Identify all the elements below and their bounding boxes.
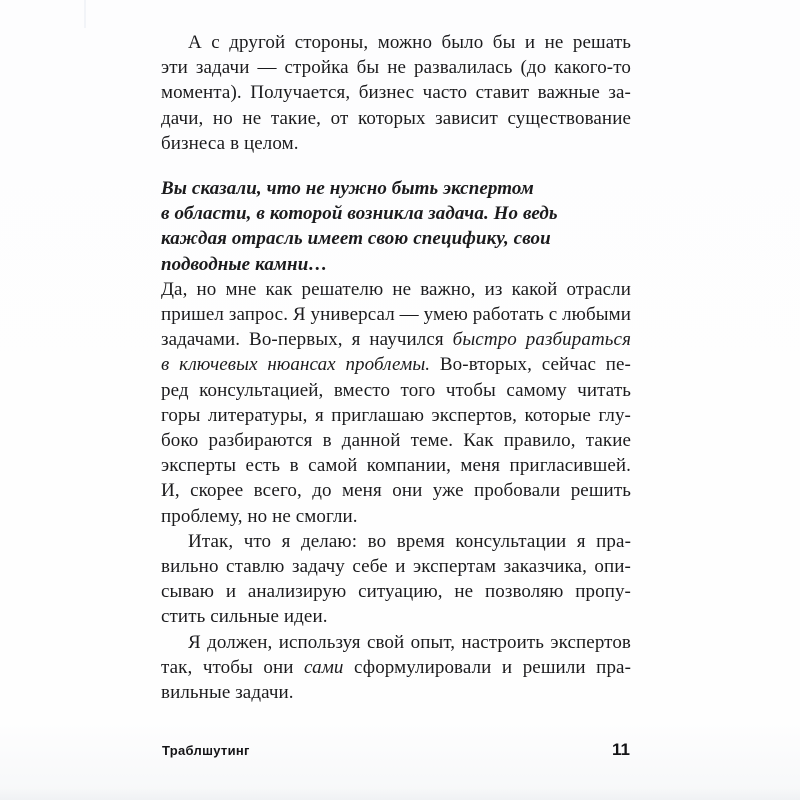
text-line <box>161 352 631 377</box>
text-line: эксперты есть в самой компании, меня пригласившей. <box>161 455 631 477</box>
text-line: Да, но мне как решателю не важно, из какой отрасли <box>161 278 631 300</box>
paragraph-answer <box>161 277 631 529</box>
italic-text-segment: быстро разбираться <box>452 329 631 351</box>
running-title: Траблшутинг <box>162 743 250 758</box>
text-line: Вы сказали, что не нужно быть экспертом <box>161 178 534 200</box>
text-line: эти задачи — стройка бы не развалилась (до какого-то <box>161 57 631 79</box>
text-line <box>161 327 631 352</box>
text-line: в области, в которой возникла задача. Но ведь <box>161 203 558 225</box>
paragraph-intro <box>161 30 631 156</box>
italic-text-segment: в ключевых нюансах проблемы. <box>161 354 431 376</box>
text-line: Я должен, используя свой опыт, настроить экспертов <box>188 631 631 653</box>
text-line: сываю и анализирую ситуацию, не позволяю пропу- <box>161 581 631 603</box>
page-bottom-edge-artifact <box>0 788 800 800</box>
text-line: Итак, что я делаю: во время консультации я пра- <box>188 530 631 552</box>
text-line: И, скорее всего, до меня они уже пробовали решить <box>161 480 631 502</box>
page-footer <box>162 740 630 760</box>
paragraph-goal <box>161 630 631 706</box>
text-line: каждая отрасль имеет свою специфику, свои <box>161 228 551 250</box>
text-segment: сформулировали и решили пра- <box>343 656 631 678</box>
text-line: стить сильные идеи. <box>161 606 328 628</box>
text-line: проблему, но не смогли. <box>161 505 358 527</box>
text-segment: так, чтобы они <box>161 656 305 678</box>
paragraph-method <box>161 529 631 630</box>
page-number: 11 <box>612 740 630 759</box>
text-line: пришел запрос. Я универсал — умею работать с любыми <box>161 304 631 326</box>
text-line: подводные камни… <box>161 253 328 275</box>
text-line: А с другой стороны, можно было бы и не решать <box>188 32 631 53</box>
text-line: бизнеса в целом. <box>161 132 299 154</box>
text-line: дачи, но не такие, от которых зависит существование <box>161 107 631 129</box>
text-line: боко разбираются в данной теме. Как правило, такие <box>161 430 631 452</box>
text-line: горы литературы, я приглашаю экспертов, которые глу- <box>161 404 631 426</box>
text-line: ред консультацией, вместо того чтобы самому читать <box>161 379 631 401</box>
text-segment: Во-вторых, сейчас пе- <box>430 354 631 376</box>
text-line: момента). Получается, бизнес часто ставит важные за- <box>161 82 631 104</box>
page-text-block <box>161 30 631 705</box>
text-segment: задачами. Во-первых, я научился <box>161 329 453 351</box>
question-block <box>161 176 631 277</box>
page-edge-artifact <box>84 0 86 28</box>
italic-text-segment: сами <box>304 656 344 678</box>
text-line <box>161 655 631 680</box>
text-line: вильно ставлю задачу себе и экспертам заказчика, опи- <box>161 556 631 578</box>
text-line: вильные задачи. <box>161 682 294 704</box>
